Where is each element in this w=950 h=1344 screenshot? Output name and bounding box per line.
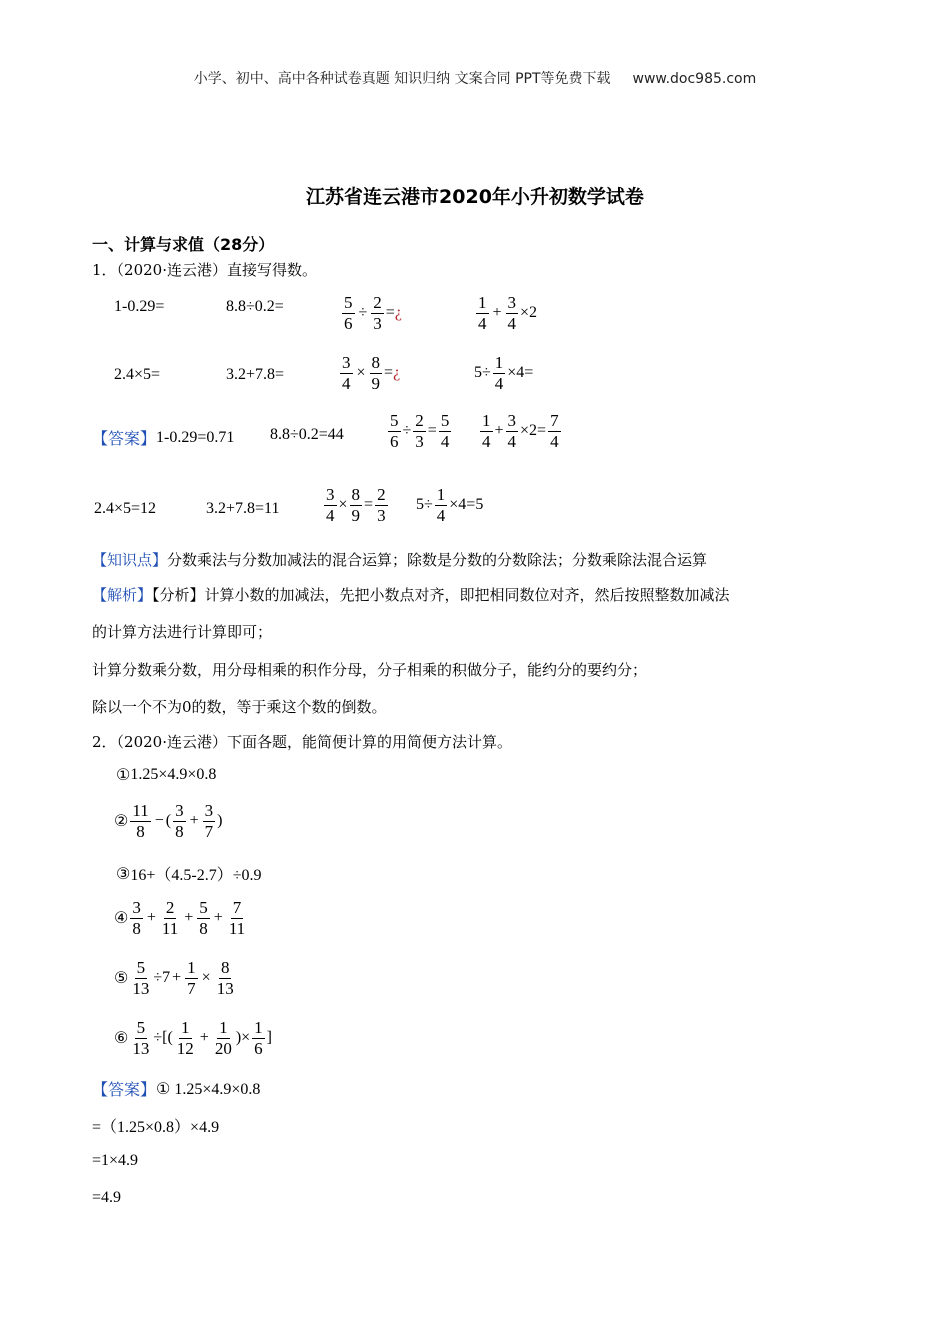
answer-tag: 【答案】	[92, 1082, 157, 1099]
fraction: $\frac{5}{4}$	[440, 411, 450, 451]
fraction: $\frac{1}{4}$	[478, 293, 487, 333]
answer-b: 8.8÷0.2=44	[270, 426, 344, 443]
answer-a: 1-0.29=0.71	[156, 428, 235, 446]
page-title: 江苏省连云港市2020年小升初数学试卷	[306, 186, 644, 208]
q1-item-e: 2.4×5=	[114, 366, 161, 383]
analysis-line-3: 计算分数乘分数，用分母相乘的积作分母，分子相乘的积做分子，能约分的要约分；	[92, 661, 648, 679]
q2-part-5: ⑤ $\frac{5}{13}$ ÷7 + $\frac{1}{7}$ × $\frac{8}{13}$	[114, 958, 234, 998]
fraction: $\frac{1}{4}$	[436, 485, 446, 525]
fraction: $\frac{3}{4}$	[342, 353, 351, 393]
q1-item-g: $\frac{3}{4}$ × $\frac{8}{9}$ = ¿	[342, 353, 401, 393]
fraction: $\frac{5}{6}$	[344, 293, 353, 333]
fraction: $\frac{8}{9}$	[371, 353, 381, 393]
fraction: $\frac{5}{13}$	[132, 1018, 150, 1058]
q1-item-f: 3.2+7.8=	[226, 366, 285, 383]
answer-h: 5÷ $\frac{1}{4}$ ×4=5	[416, 485, 484, 525]
q1-item-a: 1-0.29=	[114, 298, 165, 315]
q2-part-6: ⑥ $\frac{5}{13}$ ÷[( $\frac{1}{12}$ + $\frac{1}{20}$ )× $\frac{1}{6}$ ]	[114, 1018, 272, 1058]
analysis-line-4: 除以一个不为0的数，等于乘这个数的倒数。	[92, 698, 387, 716]
answer-g: $\frac{3}{4}$ × $\frac{8}{9}$ = $\frac{2}{3}$	[326, 485, 386, 525]
knowledge-point: 【知识点】分数乘法与分数加减法的混合运算；除数是分数的分数除法；分数乘除法混合运算	[92, 551, 708, 569]
fraction: $\frac{2}{3}$	[415, 411, 424, 451]
q2-part-2: ② $\frac{11}{8}$ − ( $\frac{3}{8}$ + $\frac{3}{7}$ )	[114, 801, 223, 841]
fraction: $\frac{1}{4}$	[482, 411, 491, 451]
fraction: $\frac{2}{3}$	[373, 293, 382, 333]
answer-e: 2.4×5=12	[94, 500, 157, 517]
answer-tag: 【答案】	[92, 431, 157, 448]
fraction: $\frac{1}{12}$	[176, 1018, 194, 1058]
q1-answer-row-1	[92, 426, 234, 449]
q1-item-b: 8.8÷0.2=	[226, 298, 284, 315]
header-url[interactable]: www.doc985.com	[632, 71, 757, 87]
fraction: $\frac{8}{13}$	[216, 958, 234, 998]
fraction: $\frac{3}{4}$	[507, 411, 517, 451]
fraction: $\frac{1}{6}$	[254, 1018, 263, 1058]
fraction: $\frac{5}{8}$	[199, 898, 208, 938]
analysis-line-2: 的计算方法进行计算即可；	[92, 623, 273, 641]
q2-part-3: ③ 16+（4.5-2.7）÷0.9	[116, 865, 262, 884]
q2-answer-step-2: =1×4.9	[92, 1152, 139, 1169]
analysis-line-1: 【解析】【分析】计算小数的加减法，先把小数点对齐，即把相同数位对齐，然后按照整数加减法	[92, 586, 730, 604]
q2-answer-step-3: =4.9	[92, 1189, 122, 1206]
q1-item-h: 5÷ $\frac{1}{4}$ ×4=	[474, 353, 534, 393]
q1-item-d: $\frac{1}{4}$ + $\frac{3}{4}$ ×2	[478, 293, 538, 333]
fraction: $\frac{3}{8}$	[175, 801, 184, 841]
fraction: $\frac{7}{11}$	[228, 898, 246, 938]
q2-part-4: ④ $\frac{3}{8}$ + $\frac{2}{11}$ + $\frac{5}{8}$ + $\frac{7}{11}$	[114, 898, 246, 938]
fraction: $\frac{3}{4}$	[507, 293, 517, 333]
fraction: $\frac{11}{8}$	[132, 801, 149, 841]
fraction: $\frac{1}{7}$	[187, 958, 196, 998]
fraction: $\frac{5}{13}$	[132, 958, 150, 998]
header-text: 小学、初中、高中各种试卷真题 知识归纳 文案合同 PPT等免费下载	[193, 71, 611, 87]
page-header	[0, 68, 950, 88]
fraction: $\frac{2}{11}$	[161, 898, 179, 938]
fraction: $\frac{3}{4}$	[326, 485, 335, 525]
fraction: $\frac{1}{4}$	[494, 353, 504, 393]
fraction: $\frac{3}{8}$	[132, 898, 141, 938]
answer-f: 3.2+7.8=11	[206, 500, 280, 517]
question-1-stem: 1．（2020·连云港）直接写得数。	[92, 261, 317, 279]
q1-item-c: $\frac{5}{6}$ ÷ $\frac{2}{3}$ = ¿	[344, 293, 402, 333]
fraction: $\frac{7}{4}$	[550, 411, 559, 451]
answer-d: $\frac{1}{4}$ + $\frac{3}{4}$ ×2= $\frac{7}{4}$	[482, 411, 559, 451]
q2-part-1: ① 1.25×4.9×0.8	[116, 766, 217, 784]
section-heading-1: 一、计算与求值（28分）	[92, 235, 275, 254]
fraction: $\frac{1}{20}$	[214, 1018, 232, 1058]
fraction: $\frac{2}{3}$	[377, 485, 386, 525]
fraction: $\frac{5}{6}$	[390, 411, 399, 451]
fraction: $\frac{8}{9}$	[351, 485, 361, 525]
question-2-stem: 2．（2020·连云港）下面各题，能简便计算的用简便方法计算。	[92, 733, 512, 751]
answer-c: $\frac{5}{6}$ ÷ $\frac{2}{3}$ = $\frac{5}{4}$	[390, 411, 450, 451]
q2-answer-step-1: =（1.25×0.8）×4.9	[92, 1119, 220, 1136]
q2-answer-line-1: 【答案】 ① 1.25×4.9×0.8	[92, 1077, 260, 1100]
fraction: $\frac{3}{7}$	[204, 801, 214, 841]
